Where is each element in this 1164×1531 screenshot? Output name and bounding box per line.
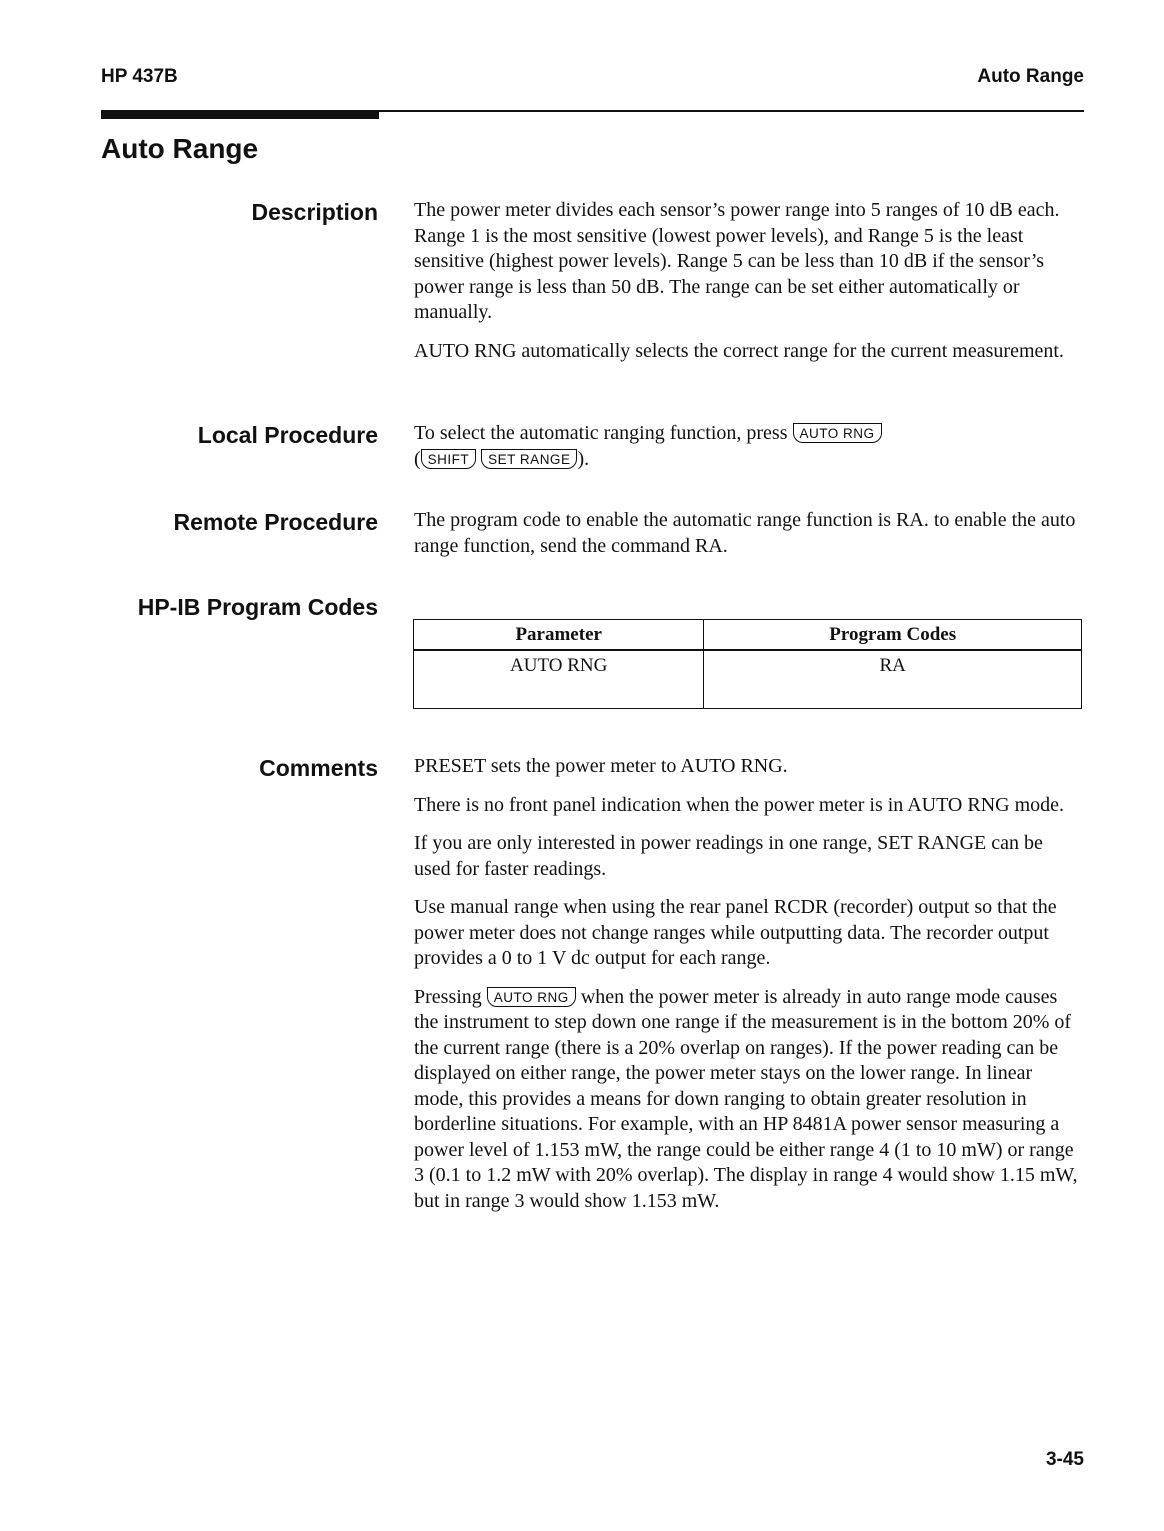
comment-paragraph: PRESET sets the power meter to AUTO RNG. [414, 755, 788, 777]
running-header-model: HP 437B [101, 66, 178, 87]
column-header-program-codes: Program Codes [704, 620, 1082, 651]
local-procedure-body [414, 421, 1084, 485]
column-header-parameter: Parameter [414, 620, 704, 651]
section-label-remote-procedure: Remote Procedure [173, 509, 378, 535]
running-header-topic: Auto Range [977, 66, 1084, 87]
comments-body [414, 754, 1078, 1227]
description-paragraph: AUTO RNG automatically selects the correct range for the current measurement. [414, 339, 1064, 362]
section-label-comments: Comments [259, 755, 378, 781]
table-cell-program-code: RA [704, 650, 1082, 709]
auto-rng-key: AUTO RNG [793, 423, 882, 443]
description-paragraph: The power meter divides each sensor’s power range into 5 ranges of 10 dB each. Range 1 is the most sensitive (lowest power levels), and Range 5 is the least sensitive (highest power levels). Range 5 can be less than 10 dB if the sensor’s power range is less than 50 dB. The range can be set either automatically or manually. [414, 199, 1060, 323]
program-codes-table [413, 619, 1082, 709]
remote-procedure-body [414, 508, 1084, 572]
table-header-row [414, 620, 1082, 651]
page-number: 3-45 [1045, 1449, 1084, 1470]
header-rule-bar [101, 110, 379, 119]
section-label-local-procedure: Local Procedure [197, 422, 378, 448]
remote-procedure-text: The program code to enable the automatic range function is RA. to enable the auto range function, send the command RA. [414, 509, 1076, 557]
table-row [414, 650, 1082, 709]
description-body [414, 198, 1084, 377]
comment-paragraph: If you are only interested in power readings in one range, SET RANGE can be used for faster readings. [414, 832, 1043, 880]
auto-rng-key: AUTO RNG [487, 987, 576, 1007]
comment-paragraph: There is no front panel indication when the power meter is in AUTO RNG mode. [414, 793, 1065, 816]
shift-key: SHIFT [421, 449, 477, 469]
comment-paragraph [414, 985, 1078, 1215]
page-title: Auto Range [101, 133, 259, 164]
comment-text: when the power meter is already in auto range mode causes the instrument to step down one range if the measurement is in the bottom 20% of the current range (there is a 20% overlap on ranges). If the power reading can be displayed on either range, the power meter stays on the lower range. In linear mode, this provides a means for down ranging to obtain greater resolution in borderline situations. For example, with an HP 8481A power sensor measuring a power level of 1.153 mW, the range could be either range 4 (1 to 10 mW) or range 3 (0.1 to 1.2 mW with 20% overlap). The display in range 4 would show 1.15 mW, but in range 3 would show 1.153 mW. [414, 985, 1078, 1212]
local-procedure-text: To select the automatic ranging function, press [414, 422, 793, 444]
open-paren: ( [414, 447, 421, 470]
comment-text: Pressing [414, 985, 487, 1008]
section-label-description: Description [251, 199, 378, 225]
section-label-hpib-program-codes: HP-IB Program Codes [137, 594, 378, 620]
close-paren: ). [577, 447, 590, 470]
comment-paragraph: Use manual range when using the rear panel RCDR (recorder) output so that the power meter does not change ranges while outputting data. The recorder output provides a 0 to 1 V dc output for each range. [414, 896, 1057, 969]
table-cell-parameter: AUTO RNG [414, 650, 704, 709]
set-range-key: SET RANGE [481, 449, 577, 469]
